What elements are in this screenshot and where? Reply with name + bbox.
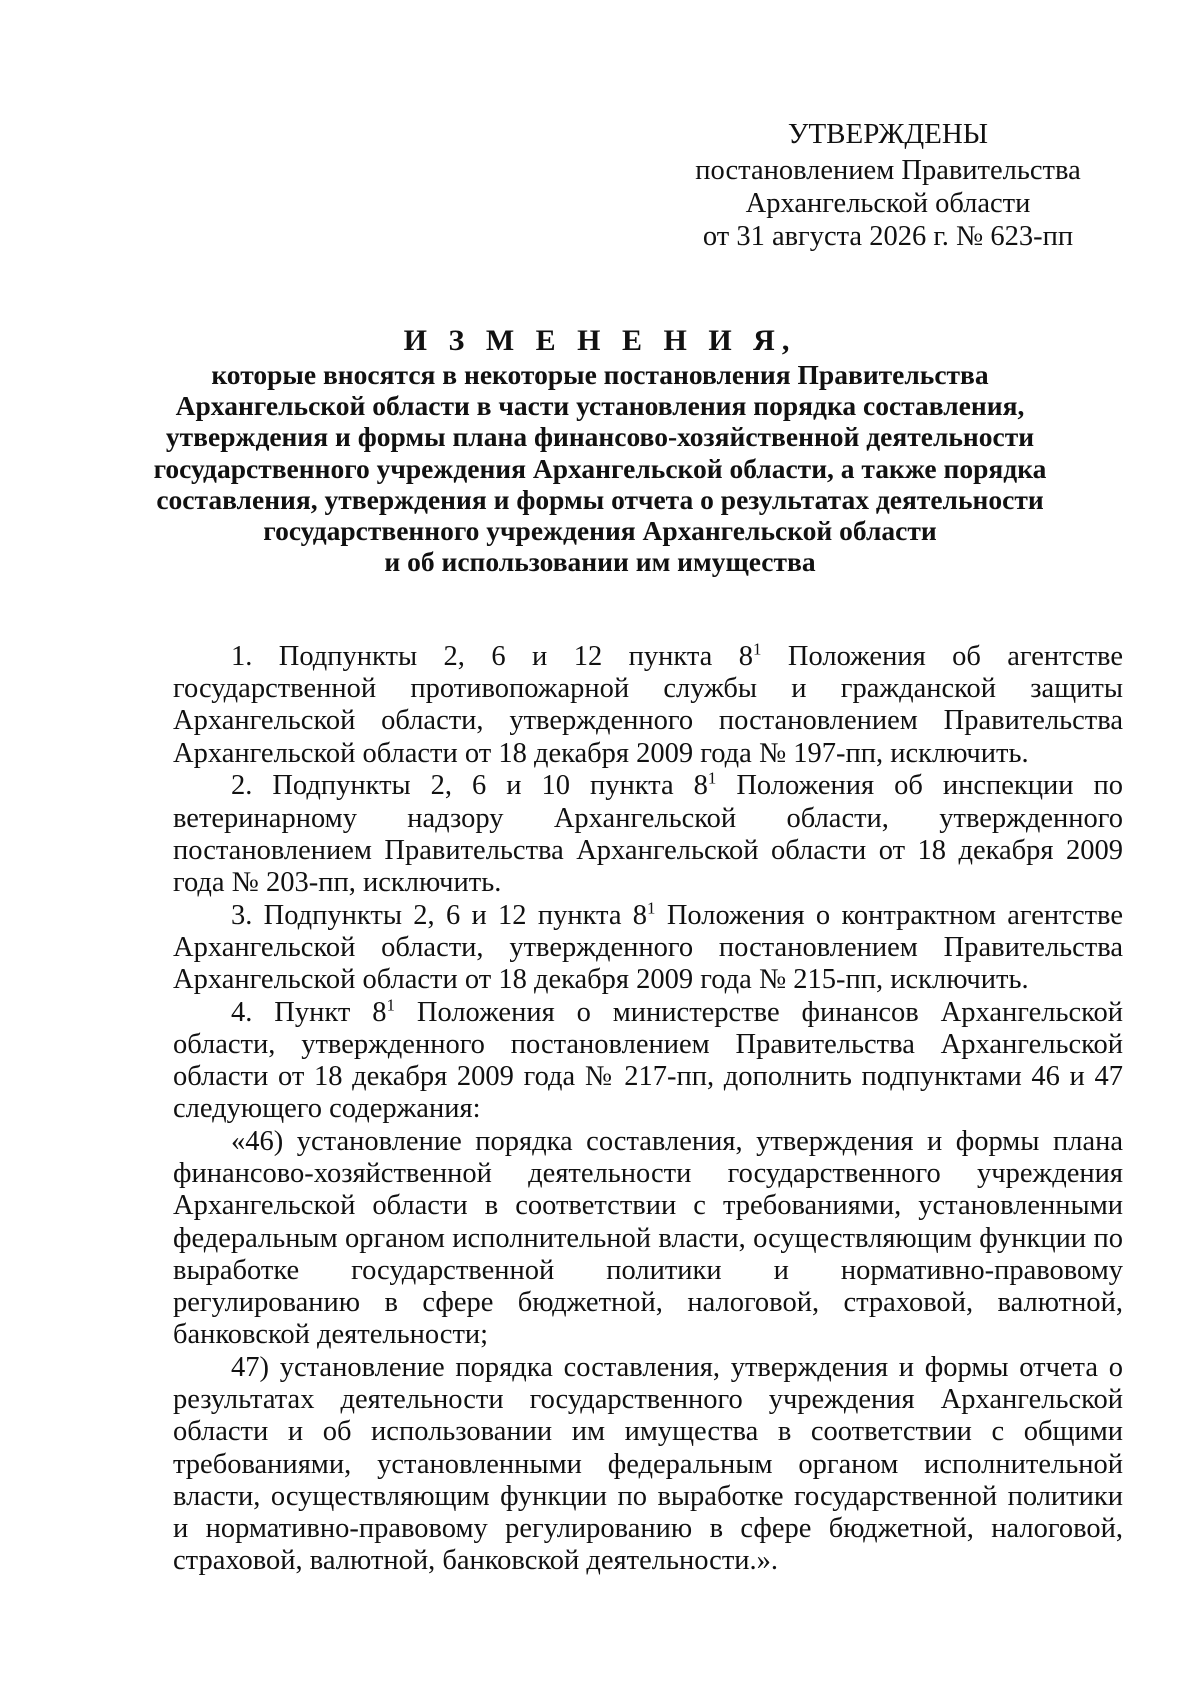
approval-line-resolution: постановлением Правительства [695, 155, 1081, 186]
paragraph-3-superscript: 1 [647, 898, 656, 918]
subtitle-line: и об использовании им имущества [384, 546, 816, 578]
paragraph-4-start: 4. Пункт 8 [231, 996, 387, 1028]
title-subtitle [150, 359, 1050, 577]
paragraph-3-start: 3. Подпункты 2, 6 и 12 пункта 8 [231, 899, 648, 931]
approval-heading: УТВЕРЖДЕНЫ [787, 118, 989, 150]
paragraph-2-rest: Положения об инспекции по ветеринарному надзору Архангельской области, утвержденного постановлением Правительства Архангельской области от 18 декабря 2009 года № 203-пп, исключить. [173, 770, 1123, 898]
paragraph-2 [173, 770, 1123, 899]
subtitle-line: утверждения и формы плана финансово-хозяйственной деятельности [165, 421, 1035, 453]
subtitle-line: составления, утверждения и формы отчета о результатах деятельности [156, 483, 1044, 515]
approval-stamp [668, 118, 1108, 253]
paragraph-1-superscript: 1 [752, 639, 762, 659]
subtitle-line: Архангельской области в части установления порядка составления, [175, 390, 1025, 422]
document-title [150, 324, 1050, 577]
approval-line-date: от 31 августа 2026 г. № 623-пп [702, 221, 1074, 252]
subtitle-line: государственного учреждения Архангельской области, а также порядка [153, 452, 1047, 484]
paragraph-1-rest: Положения об агентстве государственной противопожарной службы и гражданской защиты Архангельской области, утвержденного постановлением Правительства Архангельской области от 18 декабря 2009 года № 197-пп, исключить. [173, 641, 1123, 769]
paragraph-3-rest: Положения о контрактном агентстве Архангельской области, утвержденного постановлением Правительства Архангельской области от 18 декабря 2009 года № 215-пп, исключить. [173, 899, 1123, 996]
paragraph-4-superscript: 1 [386, 995, 395, 1015]
paragraph-subitem-46: «46) установление порядка составления, утверждения и формы плана финансово-хозяйственной деятельности государственного учреждения Архангельской области в соответствии с требованиями, установленными федеральным органом исполнительной власти, осуществляющим функции по выработке государственной политики и нормативно-правовому регулированию в сфере бюджетной, налоговой, страховой, валютной, банковской деятельности; [173, 1126, 1123, 1351]
paragraph-4-rest: Положения о министерстве финансов Архангельской области, утвержденного постановлением Правительства Архангельской области от 18 декабря 2009 года № 217-пп, дополнить подпунктами 46 и 47 следующего содержания: [173, 996, 1123, 1125]
paragraph-2-start: 2. Подпункты 2, 6 и 10 пункта 8 [231, 770, 708, 802]
paragraph-subitem-47: 47) установление порядка составления, утверждения и формы отчета о результатах деятельности государственного учреждения Архангельской области и об использовании им имущества в соответствии с общими требованиями, установленными федеральным органом исполнительной власти, осуществляющим функции по выработке государственной политики и нормативно-правовому регулированию в сфере бюджетной, налоговой, страховой, валютной, банковской деятельности.». [173, 1351, 1123, 1577]
approval-line-region: Архангельской области [745, 188, 1031, 219]
paragraph-1 [173, 641, 1123, 770]
paragraph-4 [173, 997, 1123, 1126]
subtitle-line: которые вносятся в некоторые постановления Правительства [211, 359, 989, 390]
paragraph-2-superscript: 1 [707, 768, 717, 788]
paragraph-1-start: 1. Подпункты 2, 6 и 12 пункта 8 [231, 641, 753, 672]
document-body [173, 641, 1123, 1577]
title-main: И З М Е Н Е Н И Я, [403, 324, 797, 357]
subtitle-line: государственного учреждения Архангельской области [263, 515, 937, 547]
paragraph-3 [173, 900, 1123, 997]
